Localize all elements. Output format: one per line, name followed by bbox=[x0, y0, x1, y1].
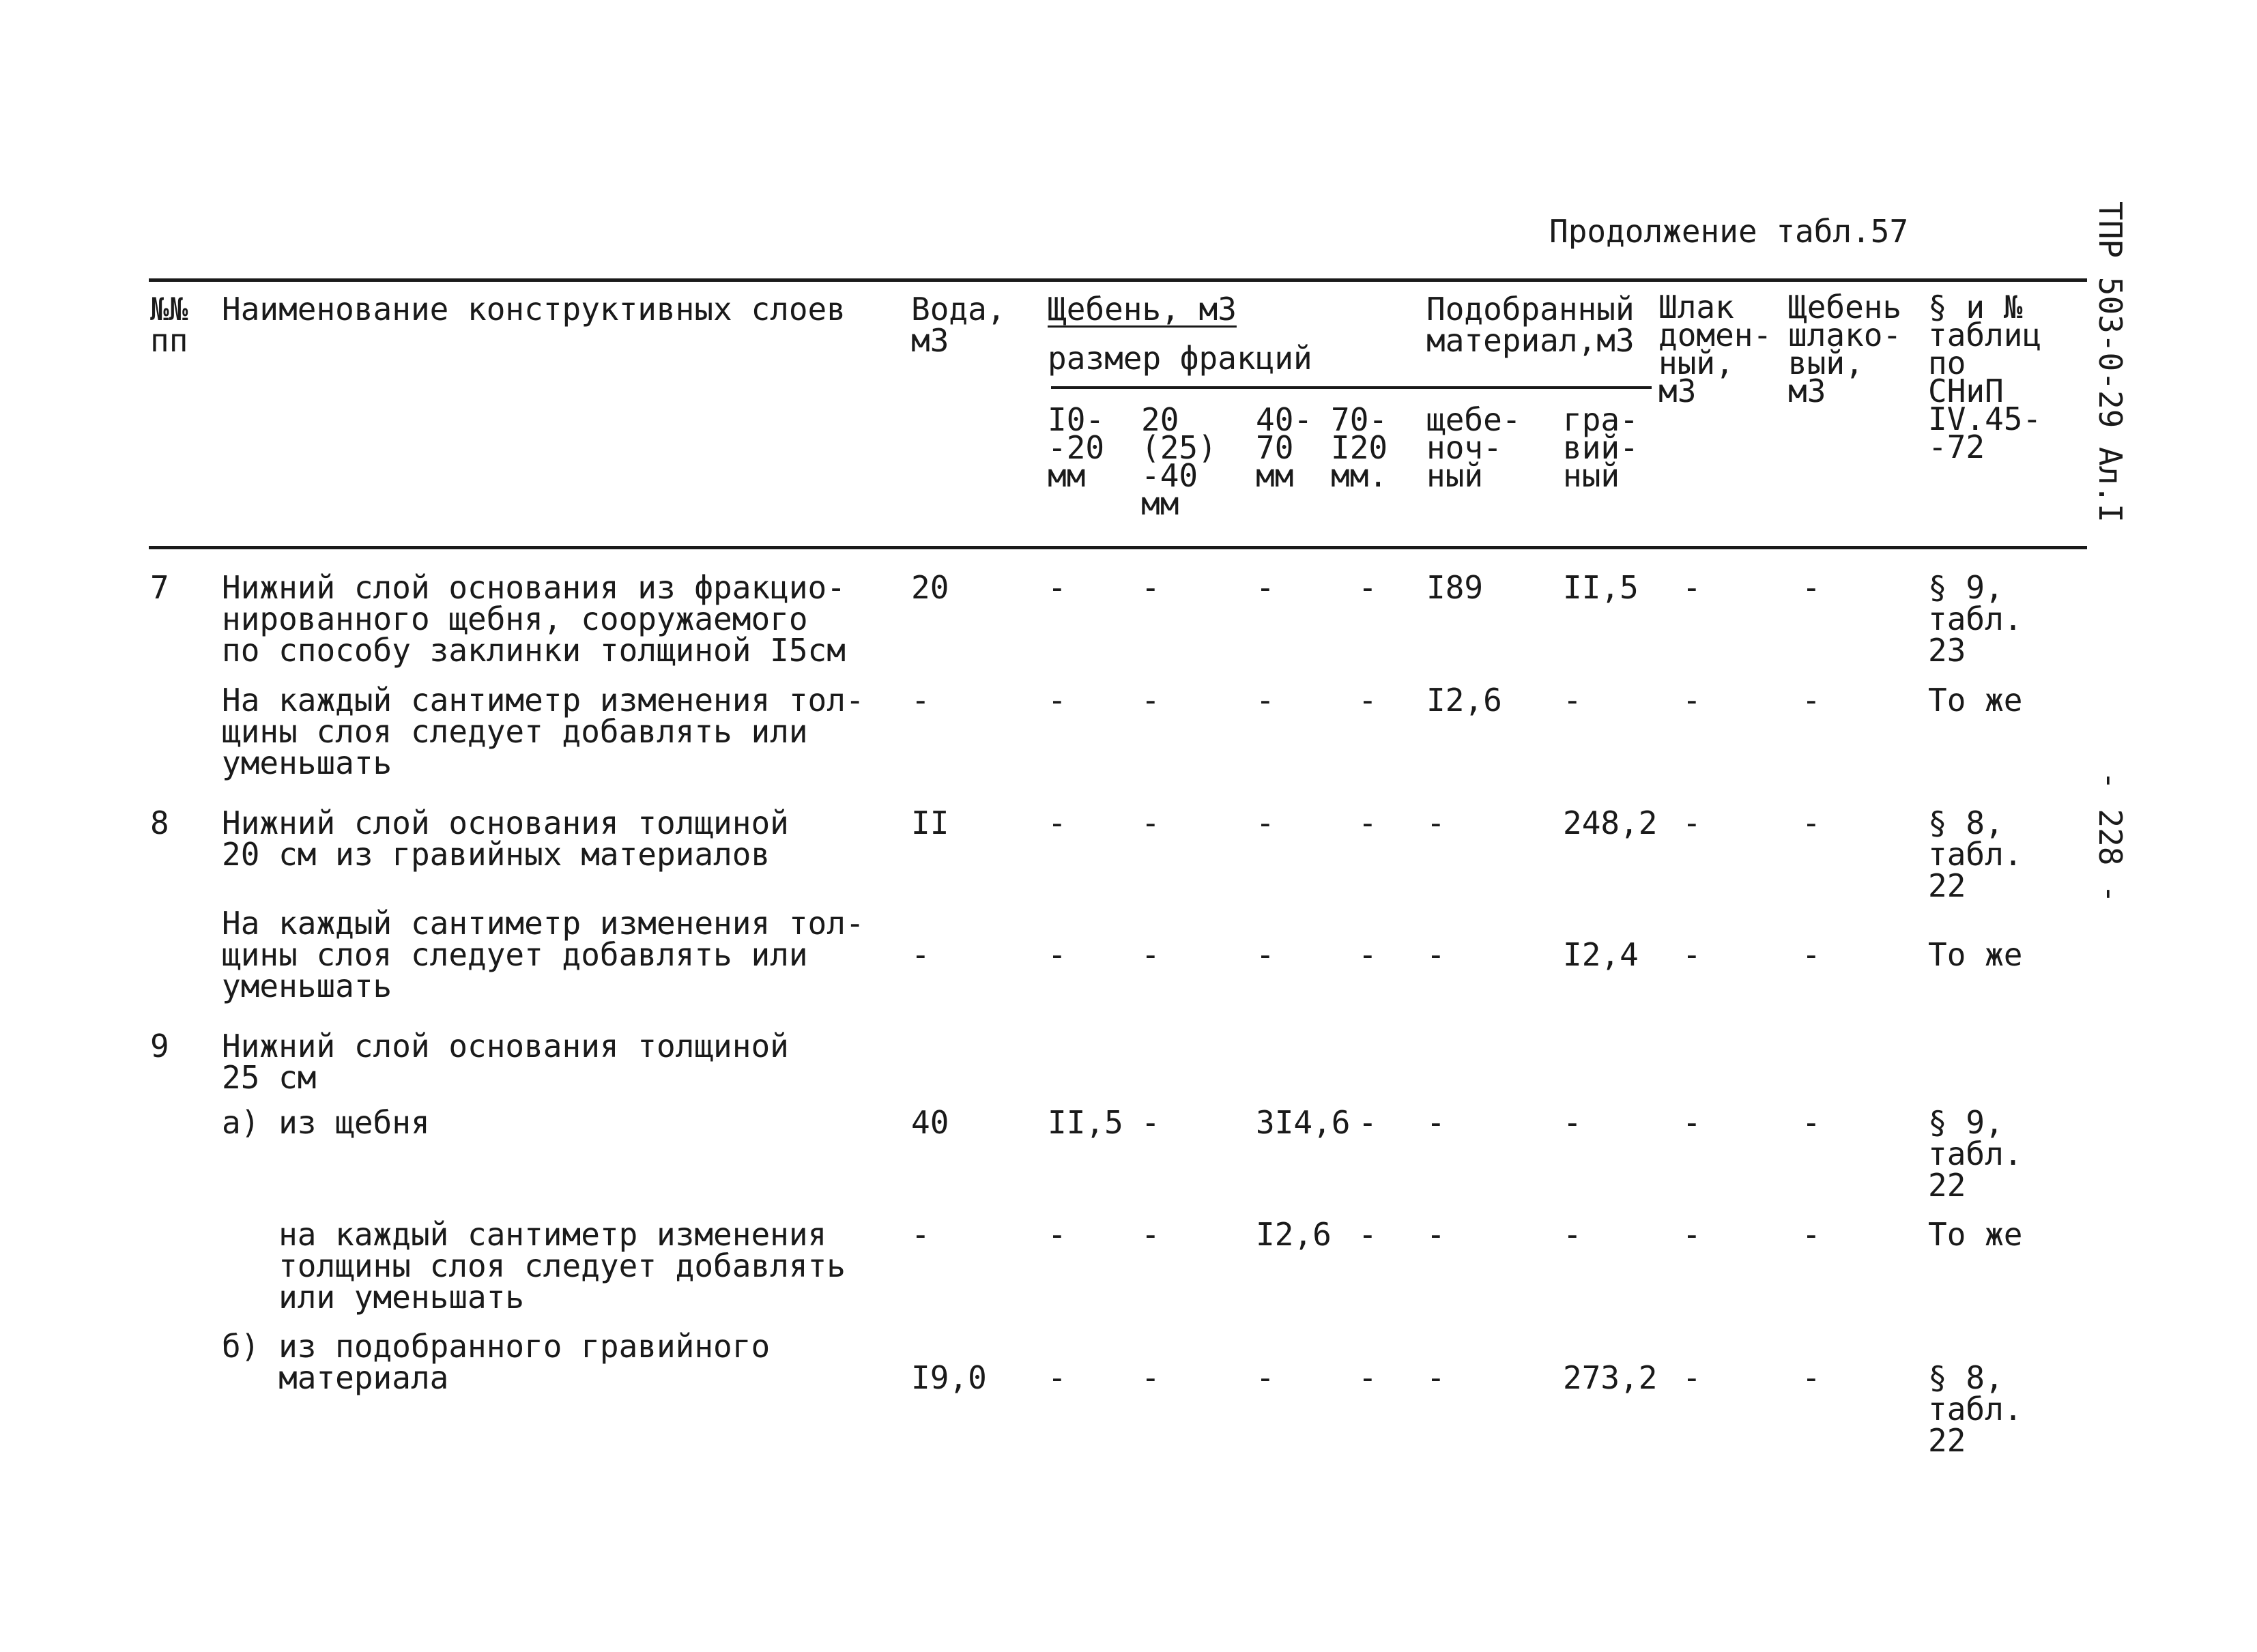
fraction-40-70-value: 3I4,6 bbox=[1256, 1104, 1351, 1141]
fraction-70-120-value: - bbox=[1358, 682, 1377, 719]
fraction-40-70-value: - bbox=[1256, 569, 1275, 606]
layer-name: На каждый сантиметр изменения тол- щины слоя следует добавлять или уменьшать bbox=[222, 905, 865, 1004]
fraction-20-40-value: - bbox=[1141, 682, 1160, 719]
fraction-10-20-value: - bbox=[1048, 1359, 1067, 1396]
slag-crushed-value: - bbox=[1802, 936, 1821, 973]
layer-name: Нижний слой основания из фракцио- нированного щебня, сооружаемого по способу заклинки толщиной I5см bbox=[222, 569, 846, 669]
header-bottom-rule bbox=[149, 546, 2087, 549]
header-fraction-70-120: 70- I20 мм. bbox=[1331, 401, 1388, 494]
header-name: Наименование конструктивных слоев bbox=[222, 291, 846, 328]
water-value: II bbox=[911, 805, 949, 841]
selected-crushed-value: - bbox=[1426, 805, 1446, 841]
slag-crushed-value: - bbox=[1802, 1216, 1821, 1253]
selected-crushed-value: I2,6 bbox=[1426, 682, 1502, 719]
page-number: - 228 - bbox=[2092, 771, 2129, 903]
water-value: - bbox=[911, 1216, 930, 1253]
slag-crushed-value: - bbox=[1802, 682, 1821, 719]
fraction-70-120-value: - bbox=[1358, 1104, 1377, 1141]
layer-name: На каждый сантиметр изменения тол- щины слоя следует добавлять или уменьшать bbox=[222, 682, 865, 781]
fraction-10-20-value: - bbox=[1048, 936, 1067, 973]
fraction-10-20-value: - bbox=[1048, 682, 1067, 719]
fraction-20-40-value: - bbox=[1141, 1216, 1160, 1253]
layer-name: на каждый сантиметр изменения толщины слоя следует добавлять или уменьшать bbox=[278, 1216, 846, 1316]
header-num: №№ пп bbox=[150, 291, 188, 359]
selected-gravel-value: - bbox=[1563, 1216, 1582, 1253]
slag-value: - bbox=[1682, 569, 1701, 606]
snip-reference-value: § 8, табл. 22 bbox=[1928, 805, 2023, 904]
fraction-20-40-value: - bbox=[1141, 1104, 1160, 1141]
fraction-40-70-value: - bbox=[1256, 936, 1275, 973]
header-slag-crushed-stone: Щебень шлако- вый, м3 bbox=[1788, 289, 1902, 409]
fraction-20-40-value: - bbox=[1141, 936, 1160, 973]
fraction-70-120-value: - bbox=[1358, 1359, 1377, 1396]
fraction-70-120-value: - bbox=[1358, 569, 1377, 606]
snip-reference-value: То же bbox=[1928, 682, 2023, 719]
fraction-10-20-value: - bbox=[1048, 1216, 1067, 1253]
selected-gravel-value: 273,2 bbox=[1563, 1359, 1658, 1396]
fraction-40-70-value: I2,6 bbox=[1256, 1216, 1332, 1253]
header-fraction-40-70: 40- 70 мм bbox=[1256, 401, 1313, 494]
water-value: - bbox=[911, 936, 930, 973]
fraction-70-120-value: - bbox=[1358, 805, 1377, 841]
slag-value: - bbox=[1682, 1359, 1701, 1396]
slag-value: - bbox=[1682, 1216, 1701, 1253]
header-blast-furnace-slag: Шлак домен- ный, м3 bbox=[1658, 289, 1772, 409]
header-selected-gravel: гра- вий- ный bbox=[1563, 401, 1639, 494]
water-value: - bbox=[911, 682, 930, 719]
slag-crushed-value: - bbox=[1802, 1104, 1821, 1141]
fraction-40-70-value: - bbox=[1256, 1359, 1275, 1396]
fraction-10-20-value: II,5 bbox=[1048, 1104, 1123, 1141]
selected-gravel-value: - bbox=[1563, 682, 1582, 719]
row-number: 9 bbox=[150, 1028, 169, 1064]
header-selected-material: Подобранный материал,м3 bbox=[1426, 291, 1635, 359]
selected-crushed-value: I89 bbox=[1426, 569, 1484, 606]
snip-reference-value: § 8, табл. 22 bbox=[1928, 1359, 2023, 1459]
fraction-rule bbox=[1051, 386, 1652, 389]
water-value: 20 bbox=[911, 569, 949, 606]
selected-crushed-value: - bbox=[1426, 1104, 1446, 1141]
slag-value: - bbox=[1682, 1104, 1701, 1141]
selected-gravel-value: II,5 bbox=[1563, 569, 1639, 606]
fraction-70-120-value: - bbox=[1358, 1216, 1377, 1253]
slag-crushed-value: - bbox=[1802, 569, 1821, 606]
snip-reference-value: § 9, табл. 23 bbox=[1928, 569, 2023, 669]
selected-gravel-value: - bbox=[1563, 1104, 1582, 1141]
layer-name: Нижний слой основания толщиной 25 см bbox=[222, 1028, 789, 1096]
slag-crushed-value: - bbox=[1802, 805, 1821, 841]
row-number: 8 bbox=[150, 805, 169, 841]
document-code: ТПР 503-0-29 Ал.I bbox=[2092, 201, 2129, 523]
layer-name: а) из щебня bbox=[222, 1104, 430, 1141]
header-selected-crushed: щебе- ноч- ный bbox=[1426, 401, 1521, 494]
fraction-10-20-value: - bbox=[1048, 805, 1067, 841]
fraction-20-40-value: - bbox=[1141, 1359, 1160, 1396]
selected-crushed-value: - bbox=[1426, 1359, 1446, 1396]
selected-gravel-value: I2,4 bbox=[1563, 936, 1639, 973]
header-fraction-size: размер фракций bbox=[1048, 340, 1312, 377]
fraction-40-70-value: - bbox=[1256, 682, 1275, 719]
header-snip-reference: § и № таблиц по СНиП IV.45- -72 bbox=[1928, 289, 2042, 465]
fraction-40-70-value: - bbox=[1256, 805, 1275, 841]
header-water: Вода, м3 bbox=[911, 291, 1006, 359]
slag-value: - bbox=[1682, 682, 1701, 719]
snip-reference-value: То же bbox=[1928, 1216, 2023, 1253]
snip-reference-value: То же bbox=[1928, 936, 2023, 973]
layer-name: б) из подобранного гравийного материала bbox=[222, 1328, 771, 1396]
header-fraction-20-40: 20 (25) -40 мм bbox=[1141, 401, 1217, 522]
row-number: 7 bbox=[150, 569, 169, 606]
table-top-rule bbox=[149, 278, 2087, 282]
slag-value: - bbox=[1682, 805, 1701, 841]
table-caption: Продолжение табл.57 bbox=[1549, 213, 1909, 250]
fraction-70-120-value: - bbox=[1358, 936, 1377, 973]
slag-crushed-value: - bbox=[1802, 1359, 1821, 1396]
water-value: 40 bbox=[911, 1104, 949, 1141]
water-value: I9,0 bbox=[911, 1359, 987, 1396]
snip-reference-value: § 9, табл. 22 bbox=[1928, 1104, 2023, 1204]
header-fraction-10-20: I0- -20 мм bbox=[1048, 401, 1105, 494]
selected-gravel-value: 248,2 bbox=[1563, 805, 1658, 841]
header-crushed-stone: Щебень, м3 bbox=[1048, 291, 1237, 328]
fraction-20-40-value: - bbox=[1141, 569, 1160, 606]
layer-name: Нижний слой основания толщиной 20 см из гравийных материалов bbox=[222, 805, 789, 873]
selected-crushed-value: - bbox=[1426, 1216, 1446, 1253]
slag-value: - bbox=[1682, 936, 1701, 973]
selected-crushed-value: - bbox=[1426, 936, 1446, 973]
fraction-20-40-value: - bbox=[1141, 805, 1160, 841]
fraction-10-20-value: - bbox=[1048, 569, 1067, 606]
